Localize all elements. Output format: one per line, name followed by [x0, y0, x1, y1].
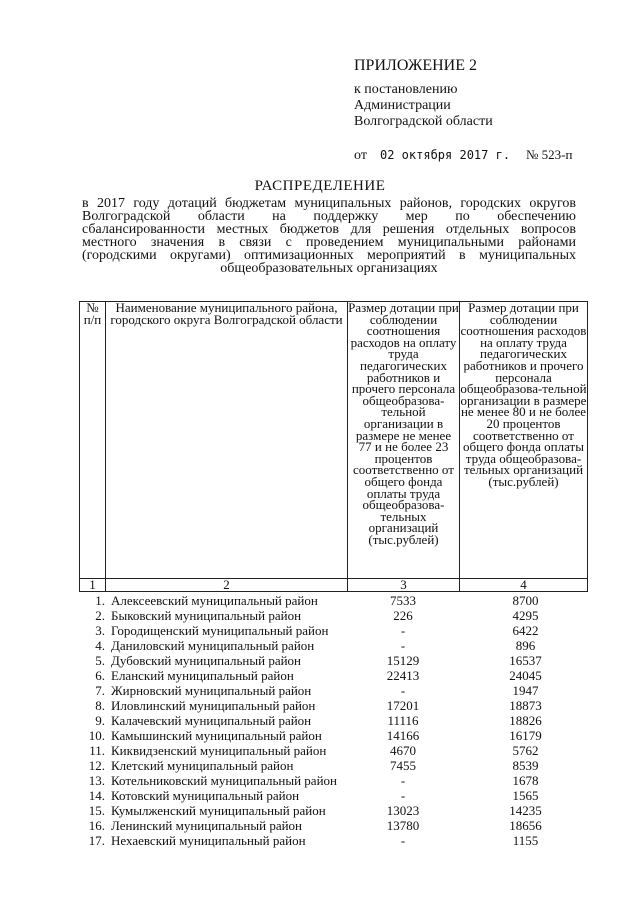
value-col4: 4295 [512, 608, 539, 623]
value-col3: 4670 [390, 743, 416, 758]
value-col3: - [400, 638, 406, 653]
district-name: Ленинский муниципальный район [111, 818, 303, 833]
value-col3: 14166 [386, 728, 420, 743]
table-row [79, 698, 587, 713]
value-col4: 1155 [512, 833, 539, 848]
table-row [79, 773, 587, 788]
value-col3: - [400, 683, 406, 698]
appendix-title: ПРИЛОЖЕНИЕ 2 [354, 57, 478, 74]
value-col3: 11116 [387, 713, 419, 728]
document-title: РАСПРЕДЕЛЕНИЕ [254, 178, 386, 194]
row-number: 15. [88, 803, 105, 818]
district-name: Калачевский муниципальный район [111, 713, 312, 728]
value-col3: 15129 [386, 653, 420, 668]
header-num: № п/п [80, 302, 106, 579]
appendix-line-2: Администрации [354, 98, 451, 113]
table-row [79, 713, 587, 728]
row-number: 10. [88, 728, 105, 743]
value-col4: 18656 [509, 818, 542, 833]
district-name: Жирновский муниципальный район [111, 683, 312, 698]
table-row [79, 818, 587, 833]
row-number: 13. [88, 773, 105, 788]
intro-line: общеобразовательных организациях [220, 261, 438, 276]
district-name: Дубовский муниципальный район [111, 653, 302, 668]
value-col3: 17201 [386, 698, 420, 713]
district-name: Еланский муниципальный район [111, 668, 294, 683]
value-col4: 8539 [512, 758, 539, 773]
decree-date-line [354, 148, 614, 164]
table-row [79, 683, 587, 698]
column-number-4: 4 [460, 579, 588, 592]
value-col3: - [400, 833, 406, 848]
value-col4: 8700 [512, 593, 539, 608]
district-name: Алексеевский муниципальный район [111, 593, 318, 608]
value-col3: 13023 [386, 803, 420, 818]
district-name: Быковский муниципальный район [111, 608, 302, 623]
value-col3: 7455 [390, 758, 416, 773]
value-col4: 1947 [512, 683, 539, 698]
table-row [79, 758, 587, 773]
district-name: Клетский муниципальный район [111, 758, 294, 773]
value-col4: 1678 [512, 773, 539, 788]
column-number-1: 1 [80, 579, 106, 592]
row-number: 9. [95, 713, 105, 728]
table-row [79, 668, 587, 683]
intro-line: местного значения в связи с проведением муниципальными районами [82, 235, 576, 250]
table-row [79, 593, 587, 608]
row-number: 2. [95, 608, 105, 623]
value-col3: 22413 [386, 668, 420, 683]
value-col3: - [400, 773, 406, 788]
value-col4: 896 [515, 638, 536, 653]
row-number: 7. [95, 683, 105, 698]
district-name: Иловлинский муниципальный район [111, 698, 316, 713]
value-col4: 18873 [509, 698, 542, 713]
row-number: 6. [95, 668, 105, 683]
intro-line: (городскими округами) оптимизационных мероприятий в муниципальных [82, 248, 576, 263]
row-number: 16. [88, 818, 105, 833]
district-name: Котовский муниципальный район [111, 788, 300, 803]
column-number-3: 3 [348, 579, 460, 592]
value-col3: - [400, 788, 406, 803]
table-row [79, 623, 587, 638]
distribution-table-header [79, 301, 588, 592]
row-number: 12. [88, 758, 105, 773]
header-name: Наименование муниципального района, городского округа Волгоградской области [106, 302, 348, 579]
table-row [79, 803, 587, 818]
row-number: 11. [89, 743, 105, 758]
header-col3: Размер дотации при соблюдении соотношения расходов на оплату труда педагогических работников и прочего персонала общеобразова-тельной организации в размере не менее 77 и не более 23 процентов соответственно от общего фонда оплаты труда общеобразова-тельных организаций (тыс.рублей) [348, 302, 460, 579]
value-col4: 16179 [509, 728, 542, 743]
intro-line: в 2017 году дотаций бюджетам муниципальных районов, городских округов [82, 196, 576, 211]
row-number: 8. [95, 698, 105, 713]
column-number-2: 2 [106, 579, 348, 592]
district-name: Городищенский муниципальный район [111, 623, 329, 638]
row-number: 5. [95, 653, 105, 668]
district-name: Кумылженский муниципальный район [111, 803, 326, 818]
value-col4: 6422 [512, 623, 539, 638]
district-name: Нехаевский муниципальный район [111, 833, 306, 848]
table-row [79, 788, 587, 803]
decree-date: 02 октября 2017 г. [380, 148, 511, 162]
value-col4: 16537 [509, 653, 542, 668]
row-number: 3. [95, 623, 105, 638]
value-col4: 18826 [509, 713, 542, 728]
decree-number: № 523-п [526, 147, 573, 162]
district-name: Киквидзенский муниципальный район [111, 743, 327, 758]
intro-line: сбалансированности местных бюджетов для решения отдельных вопросов [82, 222, 576, 237]
value-col3: 13780 [386, 818, 420, 833]
value-col3: - [400, 623, 406, 638]
value-col3: 226 [393, 608, 413, 623]
value-col4: 1565 [512, 788, 539, 803]
row-number: 14. [88, 788, 105, 803]
district-name: Даниловский муниципальный район [111, 638, 315, 653]
intro-line: Волгоградской области на поддержку мер по обеспечению [82, 209, 576, 224]
table-row [79, 743, 587, 758]
value-col3: 7533 [390, 593, 416, 608]
value-col4: 5762 [512, 743, 539, 758]
distribution-table-body [79, 593, 587, 848]
appendix-line-3: Волгоградской области [354, 114, 493, 129]
value-col4: 24045 [509, 668, 542, 683]
table-row [79, 653, 587, 668]
appendix-line-1: к постановлению [354, 82, 458, 97]
district-name: Камышинский муниципальный район [111, 728, 322, 743]
value-col4: 14235 [509, 803, 542, 818]
table-row [79, 638, 587, 653]
row-number: 4. [95, 638, 105, 653]
district-name: Котельниковский муниципальный район [111, 773, 337, 788]
appendix-block [354, 58, 614, 164]
table-row [79, 728, 587, 743]
intro-paragraph [82, 197, 576, 275]
row-number: 1. [95, 593, 105, 608]
table-row [79, 833, 587, 848]
date-from-label: от [354, 148, 367, 163]
row-number: 17. [88, 833, 105, 848]
table-row [79, 608, 587, 623]
header-col4: Размер дотации при соблюдении соотношения расходов на оплату труда педагогических работников и прочего персонала общеобразова-тельной организации в размере не менее 80 и не более 20 процентов соответственно от общего фонда оплаты труда общеобразова-тельных организаций (тыс.рублей) [460, 302, 588, 579]
